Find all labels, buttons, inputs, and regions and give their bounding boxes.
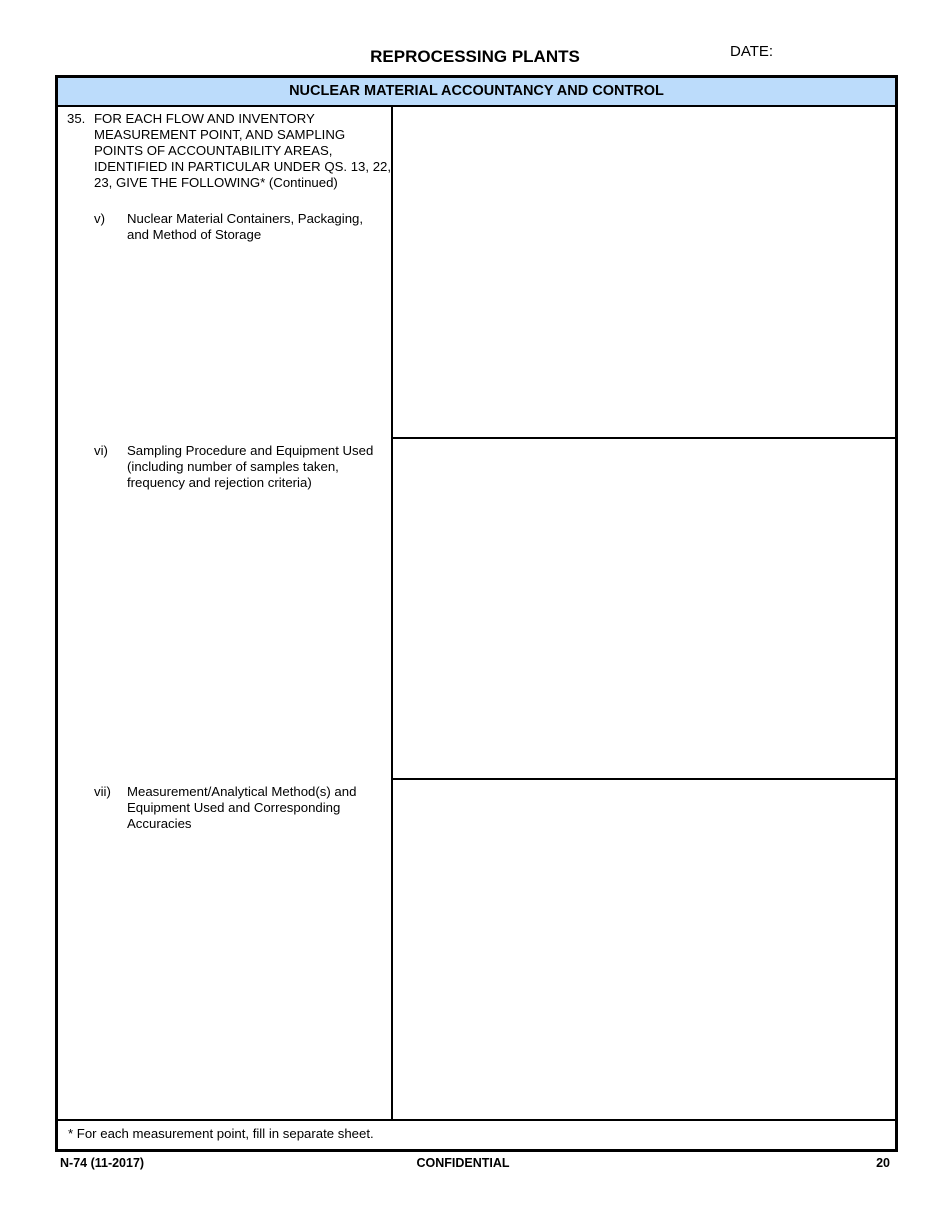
item-v-text: Nuclear Material Containers, Packaging, and Method of Storage — [127, 211, 364, 242]
question-35 — [67, 111, 392, 191]
question-number: 35. — [67, 111, 86, 126]
item-vi — [94, 443, 384, 491]
footnote: * For each measurement point, fill in separate sheet. — [68, 1126, 374, 1141]
form-frame — [55, 75, 898, 1152]
date-label: DATE: — [730, 43, 774, 60]
item-vii — [94, 784, 384, 832]
item-vi-number: vi) — [94, 443, 108, 458]
footnote-divider — [58, 1119, 895, 1121]
item-v-number: v) — [94, 211, 105, 226]
answer-field-item-vii[interactable] — [393, 780, 895, 1119]
page-title: REPROCESSING PLANTS — [370, 47, 580, 66]
answer-field-item-v[interactable] — [393, 107, 895, 437]
classification-label: CONFIDENTIAL — [416, 1156, 510, 1170]
section-heading: NUCLEAR MATERIAL ACCOUNTANCY AND CONTROL — [58, 78, 895, 107]
item-v — [94, 211, 384, 243]
question-text: FOR EACH FLOW AND INVENTORY MEASUREMENT POINT, AND SAMPLING POINTS OF ACCOUNTABILITY AREAS, IDENTIFIED IN PARTICULAR UNDER QS. 13, 22, 23, GIVE THE FOLLOWING* (Continued) — [94, 111, 392, 190]
item-vii-text: Measurement/Analytical Method(s) and Equipment Used and Corresponding Accuracies — [127, 784, 357, 831]
form-code: N-74 (11-2017) — [60, 1156, 145, 1170]
item-vi-text: Sampling Procedure and Equipment Used — [127, 443, 374, 458]
answer-field-item-vi[interactable] — [393, 439, 895, 778]
item-vi-note: (including number of samples taken, frequency and rejection criteria) — [127, 459, 339, 490]
page-number: 20 — [876, 1156, 890, 1170]
item-vii-number: vii) — [94, 784, 111, 799]
